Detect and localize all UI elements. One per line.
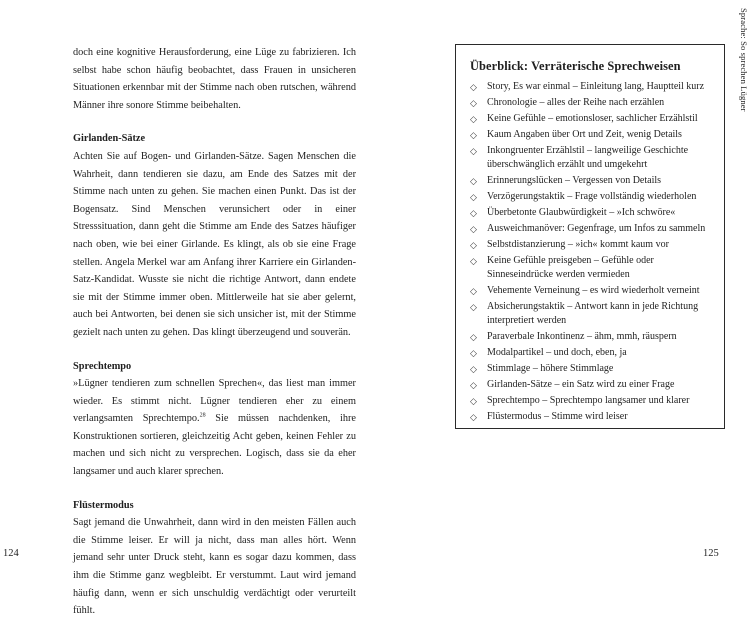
overview-list-item-text: Stimmlage – höhere Stimmlage	[487, 363, 614, 375]
overview-list-item-text: Flüstermodus – Stimme wird leiser	[487, 410, 628, 422]
overview-list-item-text: Sprechtempo – Sprechtempo langsamer und klarer	[487, 394, 690, 406]
overview-list-item	[470, 330, 714, 345]
diamond-outline-icon: ◇	[470, 97, 477, 108]
left-page	[0, 0, 375, 617]
diamond-outline-icon: ◇	[470, 239, 477, 250]
diamond-outline-icon: ◇	[470, 332, 477, 343]
overview-list-item-text: Ausweichmanöver: Gegenfrage, um Infos zu sammeln	[487, 222, 706, 234]
diamond-outline-icon: ◇	[470, 176, 477, 187]
overview-box-title: Überblick: Verräterische Sprechweisen	[470, 59, 681, 73]
section-heading-girlanden: Girlanden-Sätze	[73, 133, 146, 145]
diamond-outline-icon: ◇	[470, 255, 477, 266]
overview-list-item	[470, 254, 714, 283]
left-body-text	[73, 44, 356, 620]
overview-list-item-text: Absicherungstaktik – Antwort kann in jede Richtung interpretiert werden	[487, 300, 699, 327]
overview-list-item-text: Vehemente Verneinung – es wird wiederholt verneint	[487, 284, 700, 296]
overview-list-item	[470, 206, 714, 221]
overview-list-item	[470, 410, 714, 425]
diamond-outline-icon: ◇	[470, 191, 477, 202]
overview-list-item-text: Story, Es war einmal – Einleitung lang, Hauptteil kurz	[487, 81, 705, 92]
intro-paragraph: doch eine kognitive Herausforderung, eine Lüge zu fabrizieren. Ich selbst habe schon häufig beobachtet, dass Frauen in unsicheren Situationen erkennbar mit der Stimme nach oben rutschen, während Männer ihre sonore Stimme beibehalten.	[73, 47, 356, 111]
page-number-right: 125	[703, 548, 719, 559]
overview-list	[470, 80, 714, 424]
sprechtempo-text-before: »Lügner tendieren zum schnellen Sprechen«, das liest man immer wieder. Es stimmt nicht. Lügner tendieren eher zu einem verlangsamten Sprechtempo.	[73, 378, 356, 425]
diamond-outline-icon: ◇	[470, 301, 477, 312]
overview-list-item	[470, 300, 714, 329]
overview-list-item	[470, 174, 714, 189]
diamond-outline-icon: ◇	[470, 207, 477, 218]
overview-list-item-text: Chronologie – alles der Reihe nach erzählen	[487, 96, 665, 108]
diamond-outline-icon: ◇	[470, 411, 477, 422]
diamond-outline-icon: ◇	[470, 380, 477, 391]
diamond-outline-icon: ◇	[470, 395, 477, 406]
diamond-outline-icon: ◇	[470, 145, 477, 156]
right-page	[375, 0, 750, 583]
overview-list-item	[470, 112, 714, 127]
overview-list-item-text: Überbetonte Glaubwürdigkeit – »Ich schwöre«	[487, 206, 676, 218]
diamond-outline-icon: ◇	[470, 364, 477, 375]
overview-list-item-text: Keine Gefühle preisgeben – Gefühle oder Sinneseindrücke werden vermieden	[487, 254, 654, 281]
overview-list-item-text: Selbstdistanzierung – »ich« kommt kaum vor	[487, 238, 669, 250]
diamond-outline-icon: ◇	[470, 113, 477, 124]
diamond-outline-icon: ◇	[470, 348, 477, 359]
overview-list-item	[470, 96, 714, 111]
overview-list-item	[470, 128, 714, 143]
page-number-left: 124	[3, 548, 19, 559]
sprechtempo-text-after: Sie müssen nachdenken, ihre Konstruktionen sortieren, gleichzeitig Acht geben, keinen Fehler zu machen und sich nicht zu versprechen. Logisch, dass sie da eher langsamer und auch klarer sprechen.	[73, 413, 356, 478]
overview-list-item	[470, 144, 714, 173]
overview-list-item-text: Verzögerungstaktik – Frage vollständig wiederholen	[487, 190, 697, 202]
section-heading-fluestermodus: Flüstermodus	[73, 499, 134, 511]
overview-list-item	[470, 378, 714, 393]
section-heading-sprechtempo: Sprechtempo	[73, 360, 132, 372]
overview-box	[455, 44, 725, 429]
overview-list-item-text: Keine Gefühle – emotionsloser, sachlicher Erzählstil	[487, 112, 698, 124]
section-text-fluestermodus: Sagt jemand die Unwahrheit, dann wird in den meisten Fällen auch die Stimme leiser. Er will ja nicht, dass man alles hört. Wenn jemand sehr unter Druck steht, kann es sogar dazu kommen, dass ihm die Stimme ganz wegbleibt. Er verstummt. Laut wird jemand häufig dann, wenn er sich unschuldig verdächtigt oder verurteilt fühlt.	[73, 517, 356, 617]
overview-list-item-text: Modalpartikel – und doch, eben, ja	[487, 347, 627, 359]
section-text-sprechtempo	[73, 375, 356, 481]
overview-list-item-text: Inkongruenter Erzählstil – langweilige Geschichte überschwänglich erzählt und umgekehrt	[487, 144, 689, 171]
overview-list-item-text: Erinnerungslücken – Vergessen von Details	[487, 175, 662, 187]
overview-list-item-text: Paraverbale Inkontinenz – ähm, mmh, räuspern	[487, 331, 677, 343]
overview-list-item	[470, 238, 714, 253]
running-head: Sprache: So sprechen Lügner	[739, 8, 749, 112]
overview-list-item	[470, 394, 714, 409]
overview-list-item	[470, 362, 714, 377]
overview-list-item-text: Girlanden-Sätze – ein Satz wird zu einer Frage	[487, 379, 675, 391]
overview-list-item	[470, 346, 714, 361]
diamond-outline-icon: ◇	[470, 129, 477, 140]
footnote-ref: 28	[199, 412, 206, 419]
diamond-outline-icon: ◇	[470, 82, 477, 92]
section-text-girlanden: Achten Sie auf Bogen- und Girlanden-Sätze. Sagen Menschen die Wahrheit, dann tendieren sie dazu, am Ende des Satzes mit der Stimme nach unten zu gehen. Sie machen einen Punkt. Das ist der Bogensatz. Sind Menschen verunsichert oder in einer Stresssituation, dann geht die Stimme am Ende des Satzes häufiger nach oben, wie bei einer Girlande. Es klingt, als ob sie eine Frage stellen. Angela Merkel war am Anfang ihrer Karriere ein Girlanden-Satz-Kandidat. Wusste sie nicht die richtige Antwort, dann endete sie mit der Stimme immer oben. Mittlerweile hat sie aber gelernt, auch bei Antworten, bei denen sie sich unsicher ist, mit der Stimme gezielt nach unten zu gehen. Das klingt überzeugend und souverän.	[73, 150, 356, 338]
diamond-outline-icon: ◇	[470, 285, 477, 296]
overview-list-item	[470, 284, 714, 299]
overview-list-item	[470, 222, 714, 237]
diamond-outline-icon: ◇	[470, 223, 477, 234]
overview-list-item	[470, 190, 714, 205]
overview-list-item-text: Kaum Angaben über Ort und Zeit, wenig Details	[487, 128, 682, 140]
overview-list-item	[470, 80, 714, 95]
